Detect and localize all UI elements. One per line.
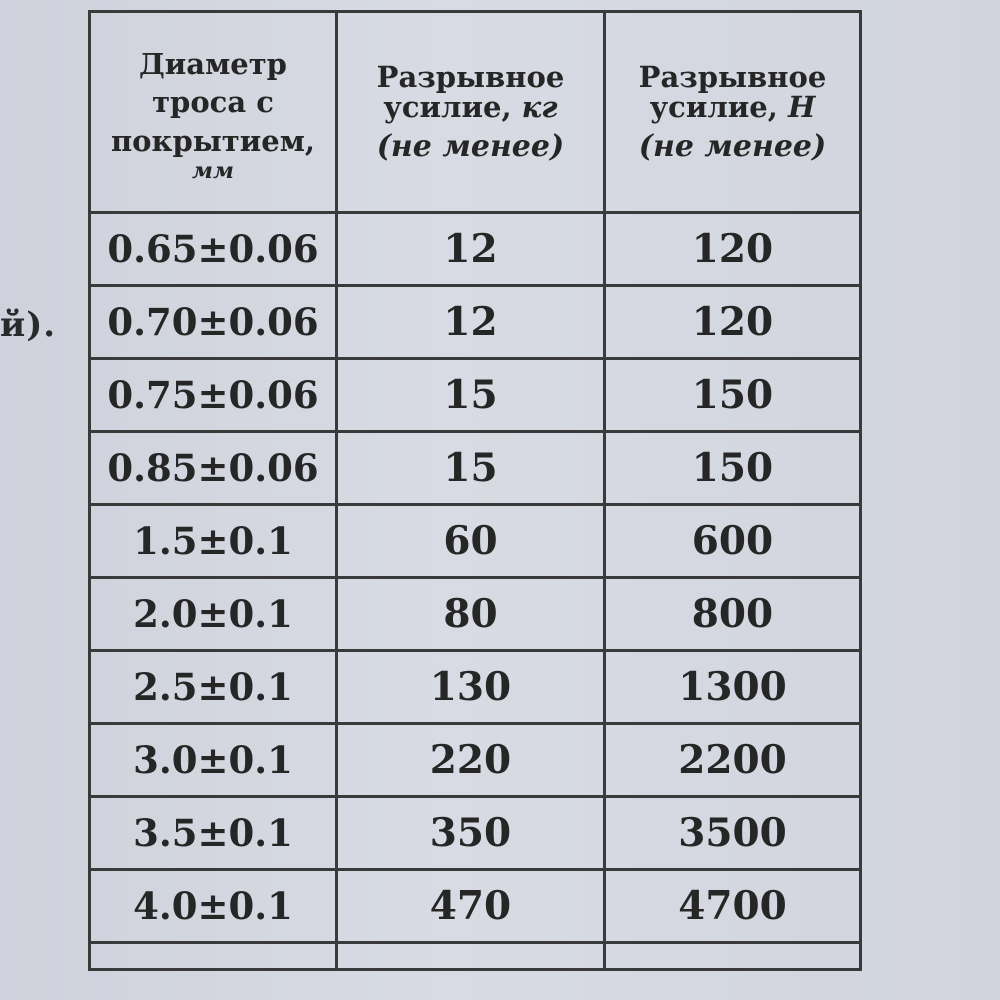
table-row <box>90 724 861 797</box>
cell-diameter: 4.0±0.1 <box>90 870 337 943</box>
table-header-row <box>90 12 861 213</box>
table-row <box>90 870 861 943</box>
cell-force-kg: 60 <box>336 505 604 578</box>
table-row <box>90 651 861 724</box>
rope-strength-table <box>88 10 862 971</box>
cell-diameter: 0.75±0.06 <box>90 359 337 432</box>
header-force-kg-label: усилие, <box>383 90 522 125</box>
cell-force-kg: 130 <box>336 651 604 724</box>
cell-force-n: 150 <box>604 432 860 505</box>
cell-diameter: 3.0±0.1 <box>90 724 337 797</box>
cell-force-kg: 220 <box>336 724 604 797</box>
header-force-kg-line1: Разрывное <box>376 59 565 94</box>
cell-diameter: 0.65±0.06 <box>90 213 337 286</box>
cell-force-n: 150 <box>604 359 860 432</box>
cell-diameter: 0.85±0.06 <box>90 432 337 505</box>
table-row <box>90 505 861 578</box>
header-diameter-line2: троса с <box>152 85 274 120</box>
cell-force-n: 1300 <box>604 651 860 724</box>
table-row <box>90 432 861 505</box>
header-force-kg-unit: кг <box>521 90 558 125</box>
cell-diameter: 2.5±0.1 <box>90 651 337 724</box>
cell-force-n: 2200 <box>604 724 860 797</box>
header-force-n-label: усилие, <box>649 90 788 125</box>
cell-force-kg: 15 <box>336 359 604 432</box>
header-force-n-line1: Разрывное <box>638 59 827 94</box>
header-force-n <box>604 12 860 213</box>
header-force-n-line2 <box>606 90 859 125</box>
cell-force-n: 3500 <box>604 797 860 870</box>
header-diameter <box>90 12 337 213</box>
cell-force-kg: 80 <box>336 578 604 651</box>
cut-off-cell <box>90 943 337 970</box>
cell-force-n: 600 <box>604 505 860 578</box>
table-row <box>90 286 861 359</box>
header-diameter-unit: мм <box>192 158 234 185</box>
table-row <box>90 213 861 286</box>
cell-diameter: 1.5±0.1 <box>90 505 337 578</box>
header-force-n-note: (не менее) <box>638 128 827 164</box>
cut-off-table-row <box>90 943 861 970</box>
left-text-fragment: й). <box>0 305 57 345</box>
cell-force-kg: 350 <box>336 797 604 870</box>
header-force-n-unit: Н <box>787 90 816 125</box>
cell-diameter: 0.70±0.06 <box>90 286 337 359</box>
header-force-kg-note: (не менее) <box>376 128 565 164</box>
header-diameter-line3: покрытием, <box>110 123 316 158</box>
cell-force-n: 800 <box>604 578 860 651</box>
table-row <box>90 578 861 651</box>
cell-force-n: 120 <box>604 213 860 286</box>
cut-off-cell <box>336 943 604 970</box>
cell-force-kg: 12 <box>336 213 604 286</box>
header-force-kg <box>336 12 604 213</box>
cell-force-n: 4700 <box>604 870 860 943</box>
cell-force-n: 120 <box>604 286 860 359</box>
cell-diameter: 3.5±0.1 <box>90 797 337 870</box>
cell-force-kg: 12 <box>336 286 604 359</box>
cut-off-cell <box>604 943 860 970</box>
header-force-kg-line2 <box>338 90 603 125</box>
cell-force-kg: 470 <box>336 870 604 943</box>
table-row <box>90 797 861 870</box>
header-diameter-line1: Диаметр <box>138 46 287 81</box>
table-row <box>90 359 861 432</box>
cell-diameter: 2.0±0.1 <box>90 578 337 651</box>
cell-force-kg: 15 <box>336 432 604 505</box>
